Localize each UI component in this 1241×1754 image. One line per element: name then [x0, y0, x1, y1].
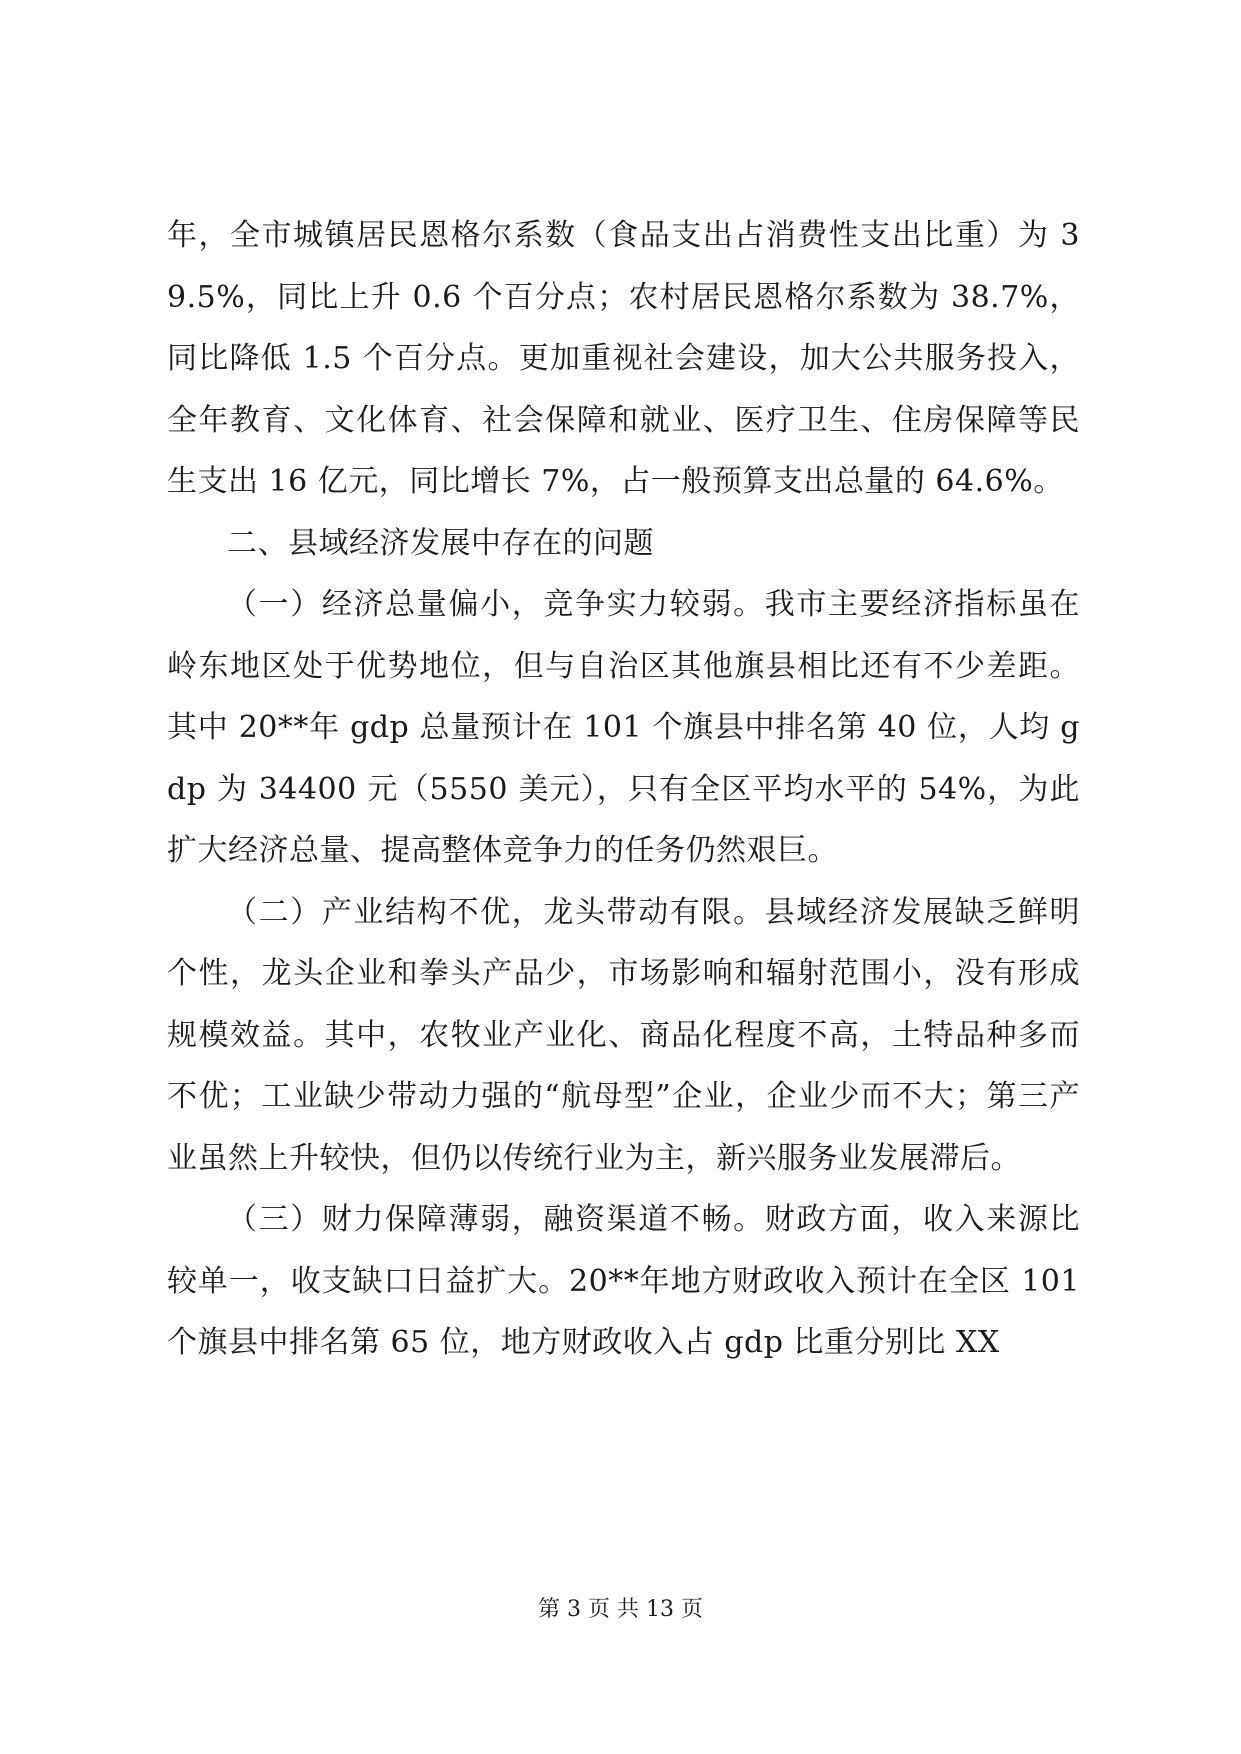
section-heading: 二、县域经济发展中存在的问题: [227, 525, 654, 561]
paragraph-issue-3: （三）财力保障薄弱，融资渠道不畅。财政方面，收入来源比较单一，收支缺口日益扩大。20**年地方财政收入预计在全区 101 个旗县中排名第 65 位，地方财政收入占 gdp 比重分别比 XX: [167, 1202, 1080, 1360]
paragraph-issue-2: （二）产业结构不优，龙头带动有限。县域经济发展缺乏鲜明个性，龙头企业和拳头产品少，市场影响和辐射范围小，没有形成规模效益。其中，农牧业产业化、商品化程度不高，土特品种多而不优；工业缺少带动力强的“航母型”企业，企业少而不大；第三产业虽然上升较快，但仍以传统行业为主，新兴服务业发展滞后。: [167, 894, 1080, 1176]
document-body: [167, 205, 1080, 1374]
paragraph-issue-1: （一）经济总量偏小，竞争实力较弱。我市主要经济指标虽在岭东地区处于优势地位，但与自治区其他旗县相比还有不少差距。其中 20**年 gdp 总量预计在 101 个旗县中排名第 40 位，人均 gdp 为 34400 元（5550 美元），只有全区平均水平的 54%，为此扩大经济总量、提高整体竞争力的任务仍然艰巨。: [167, 587, 1080, 868]
paragraph-continuation: 年，全市城镇居民恩格尔系数（食品支出占消费性支出比重）为 39.5%，同比上升 0.6 个百分点；农村居民恩格尔系数为 38.7%，同比降低 1.5 个百分点。更加重视社会建设，加大公共服务投入，全年教育、文化体育、社会保障和就业、医疗卫生、住房保障等民生支出 16 亿元，同比增长 7%，占一般预算支出总量的 64.6%。: [167, 218, 1080, 499]
page-number-footer: 第 3 页 共 13 页: [538, 1597, 703, 1622]
